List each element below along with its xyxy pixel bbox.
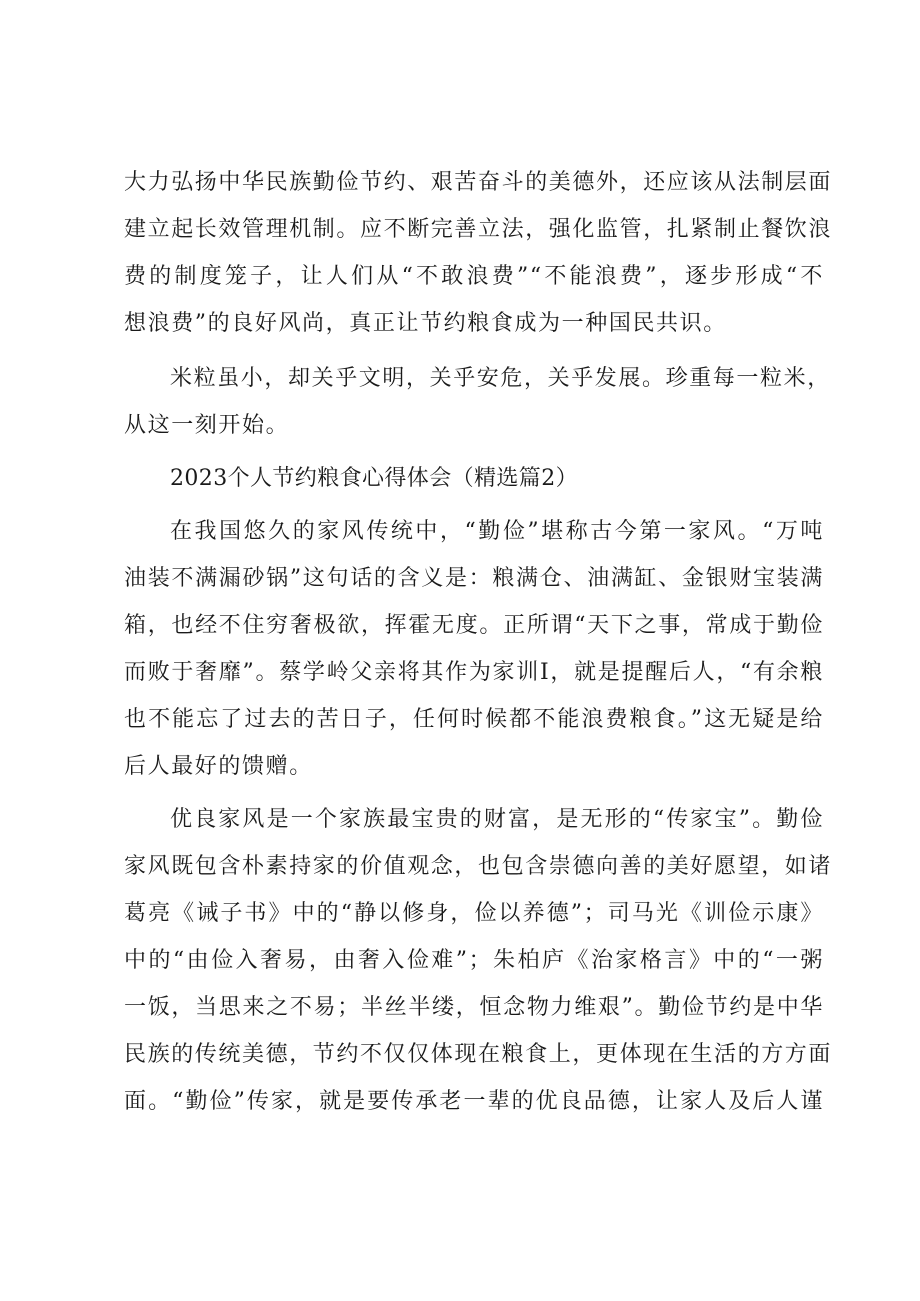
text-line: 米粒虽小，却关乎文明，关乎安危，关乎发展。珍重每一粒米， xyxy=(170,366,831,391)
text-line: 民族的传统美德，节约不仅仅体现在粮食上，更体现在生活的方方面 xyxy=(124,1042,833,1067)
text-line: 家风既包含朴素持家的价值观念，也包含崇德向善的美好愿望，如诸 xyxy=(124,854,833,879)
text-line: 一饭，当思来之不易；半丝半缕，恒念物力维艰”。勤俭节约是中华 xyxy=(124,995,824,1020)
text-line: 后人最好的馈赠。 xyxy=(124,754,313,779)
text-line: 面。“勤俭”传家，就是要传承老一辈的优良品德，让家人及后人谨 xyxy=(124,1089,824,1114)
text-line: 箱，也经不住穷奢极欲，挥霍无度。正所谓“天下之事，常成于勤俭 xyxy=(124,613,824,638)
section-heading: 2023个人节约粮食心得体会（精选篇2） xyxy=(170,466,578,491)
text-line: 想浪费”的良好风尚，真正让节约粮食成为一种国民共识。 xyxy=(124,311,727,336)
text-line: 费的制度笼子，让人们从“不敢浪费”“不能浪费”，逐步形成“不 xyxy=(124,264,824,289)
text-line: 也不能忘了过去的苦日子，任何时候都不能浪费粮食。”这无疑是给 xyxy=(124,707,824,732)
text-line: 在我国悠久的家风传统中，“勤俭”堪称古今第一家风。“万吨 xyxy=(170,519,824,544)
text-line: 葛亮《诫子书》中的“静以修身，俭以养德”；司马光《训俭示康》 xyxy=(124,901,824,926)
text-line: 油装不满漏砂锅”这句话的含义是：粮满仓、油满缸、金银财宝装满 xyxy=(124,566,824,591)
text-line: 中的“由俭入奢易，由奢入俭难”；朱柏庐《治家格言》中的“一粥 xyxy=(124,948,824,973)
text-line: 建立起长效管理机制。应不断完善立法，强化监管，扎紧制止餐饮浪 xyxy=(124,217,833,242)
text-line: 大力弘扬中华民族勤俭节约、艰苦奋斗的美德外，还应该从法制层面 xyxy=(124,170,833,195)
text-line: 从这一刻开始。 xyxy=(124,413,290,438)
text-line: 优良家风是一个家族最宝贵的财富，是无形的“传家宝”。勤俭 xyxy=(170,807,824,832)
text-line: 而败于奢靡”。蔡学岭父亲将其作为家训I，就是提醒后人，“有余粮 xyxy=(124,660,824,685)
